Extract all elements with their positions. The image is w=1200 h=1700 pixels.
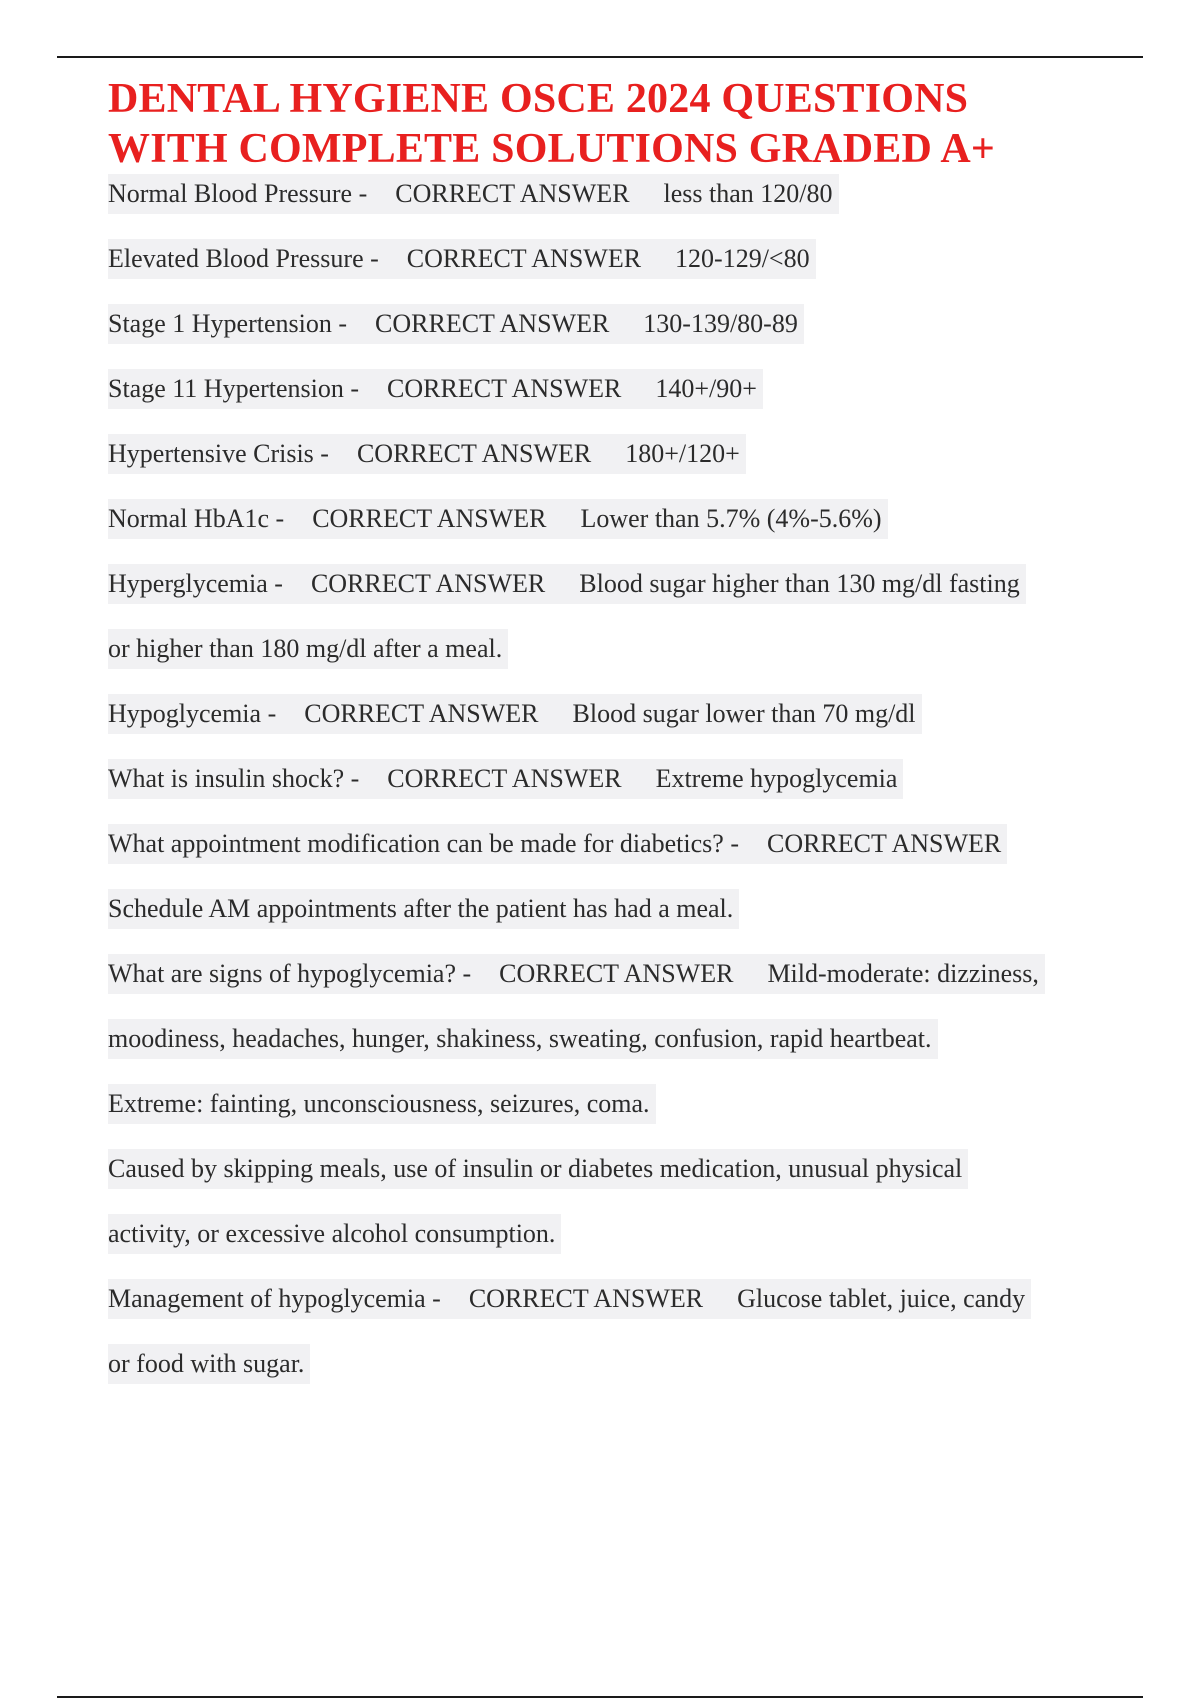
continuation-text: moodiness, headaches, hunger, shakiness, sweating, confusion, rapid heartbeat. [108, 1019, 938, 1059]
question-text: What appointment modification can be made for diabetics? - [108, 829, 739, 858]
qa-highlight [108, 694, 922, 734]
answer-text: 180+/120+ [625, 439, 740, 468]
qa-highlight [108, 564, 1026, 604]
bottom-rule [57, 1696, 1143, 1698]
question-text: Hyperglycemia - [108, 569, 283, 598]
question-text: Normal HbA1c - [108, 504, 285, 533]
document-title [108, 74, 1108, 174]
continuation-text: activity, or excessive alcohol consumption. [108, 1214, 561, 1254]
title-line-2: WITH COMPLETE SOLUTIONS GRADED A+ [108, 126, 996, 172]
answer-text: 120-129/<80 [675, 244, 810, 273]
qa-line [108, 499, 1138, 564]
qa-highlight [108, 369, 763, 409]
answer-text: less than 120/80 [663, 179, 833, 208]
qa-line [108, 1214, 1138, 1279]
question-text: Stage 11 Hypertension - [108, 374, 360, 403]
correct-answer-label: CORRECT ANSWER [406, 244, 642, 273]
continuation-text: Extreme: fainting, unconsciousness, seizures, coma. [108, 1084, 656, 1124]
qa-content [108, 174, 1138, 1409]
qa-line [108, 564, 1138, 629]
qa-highlight [108, 1279, 1031, 1319]
question-text: Hypoglycemia - [108, 699, 277, 728]
correct-answer-label: CORRECT ANSWER [387, 764, 622, 793]
qa-line [108, 1084, 1138, 1149]
continuation-text: or higher than 180 mg/dl after a meal. [108, 629, 508, 669]
qa-highlight [108, 824, 1007, 864]
qa-line [108, 1279, 1138, 1344]
title-line-1: DENTAL HYGIENE OSCE 2024 QUESTIONS [108, 76, 969, 122]
qa-line [108, 1344, 1138, 1409]
qa-highlight [108, 954, 1045, 994]
correct-answer-label: CORRECT ANSWER [312, 504, 547, 533]
qa-line [108, 694, 1138, 759]
answer-text: Blood sugar higher than 130 mg/dl fasting [579, 569, 1020, 598]
correct-answer-label: CORRECT ANSWER [499, 959, 734, 988]
correct-answer-label: CORRECT ANSWER [304, 699, 539, 728]
correct-answer-label: CORRECT ANSWER [375, 309, 610, 338]
answer-text: Glucose tablet, juice, candy [737, 1284, 1026, 1313]
question-text: Elevated Blood Pressure - [108, 244, 379, 273]
qa-highlight [108, 759, 903, 799]
question-text: Hypertensive Crisis - [108, 439, 329, 468]
answer-text: 140+/90+ [655, 374, 757, 403]
qa-line [108, 1149, 1138, 1214]
qa-line [108, 304, 1138, 369]
correct-answer-label: CORRECT ANSWER [395, 179, 630, 208]
answer-text: Mild-moderate: dizziness, [767, 959, 1039, 988]
continuation-text: Schedule AM appointments after the patient has had a meal. [108, 889, 739, 929]
qa-line [108, 629, 1138, 694]
top-rule [57, 56, 1143, 58]
question-text: Management of hypoglycemia - [108, 1284, 441, 1313]
qa-line [108, 174, 1138, 239]
correct-answer-label: CORRECT ANSWER [356, 439, 592, 468]
qa-highlight [108, 174, 839, 214]
correct-answer-label: CORRECT ANSWER [387, 374, 622, 403]
correct-answer-label: CORRECT ANSWER [468, 1284, 704, 1313]
qa-highlight [108, 434, 746, 474]
continuation-text: or food with sugar. [108, 1344, 310, 1384]
qa-line [108, 889, 1138, 954]
qa-line [108, 369, 1138, 434]
qa-line [108, 824, 1138, 889]
qa-line [108, 239, 1138, 304]
qa-highlight [108, 499, 888, 539]
answer-text: Extreme hypoglycemia [655, 764, 898, 793]
question-text: What is insulin shock? - [108, 764, 360, 793]
qa-line [108, 434, 1138, 499]
question-text: What are signs of hypoglycemia? - [108, 959, 472, 988]
qa-highlight [108, 239, 816, 279]
answer-text: 130-139/80-89 [643, 309, 798, 338]
qa-highlight [108, 304, 804, 344]
continuation-text: Caused by skipping meals, use of insulin or diabetes medication, unusual physical [108, 1149, 968, 1189]
question-text: Stage 1 Hypertension - [108, 309, 348, 338]
question-text: Normal Blood Pressure - [108, 179, 368, 208]
qa-line [108, 954, 1138, 1019]
qa-line [108, 759, 1138, 824]
correct-answer-label: CORRECT ANSWER [766, 829, 1002, 858]
answer-text: Blood sugar lower than 70 mg/dl [572, 699, 916, 728]
correct-answer-label: CORRECT ANSWER [310, 569, 546, 598]
answer-text: Lower than 5.7% (4%-5.6%) [580, 504, 882, 533]
qa-line [108, 1019, 1138, 1084]
